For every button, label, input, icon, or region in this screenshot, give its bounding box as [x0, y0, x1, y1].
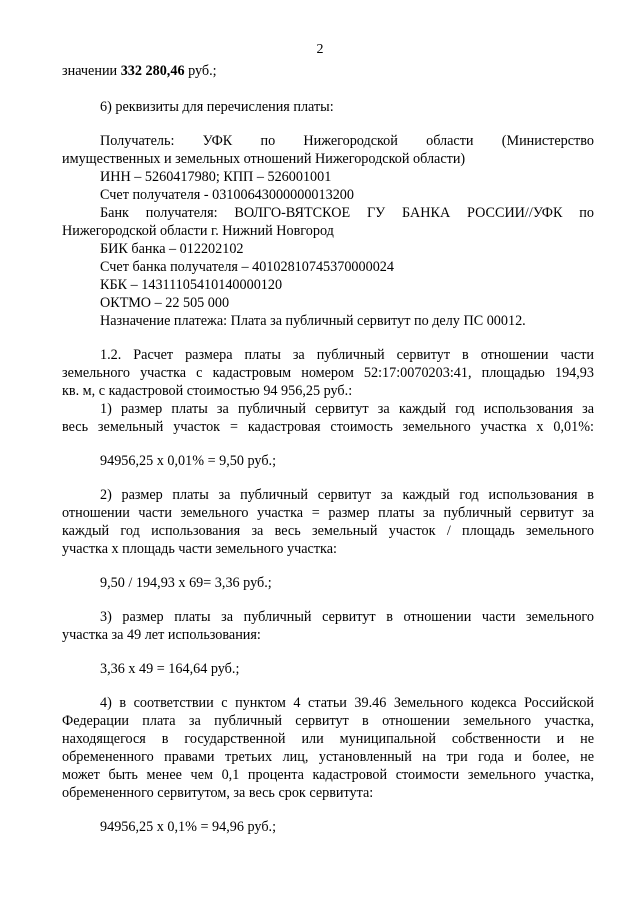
item-4-line: Федерации плата за публичный сервитут в отношении земельного участка,: [62, 713, 594, 729]
requisites-heading: 6) реквизиты для перечисления платы:: [100, 99, 334, 115]
recipient-word: области: [426, 133, 474, 149]
recipient-account: Счет получателя - 03100643000000013200: [100, 187, 354, 203]
amount-value: 332 280,46: [120, 63, 185, 79]
item-3-line: 3) размер платы за публичный сервитут в отношении части земельного: [100, 609, 594, 625]
amount-prefix: значении: [62, 63, 121, 79]
bank-word: БАНКА: [402, 205, 451, 221]
bank-line-1: [100, 204, 594, 222]
bank-account: Счет банка получателя – 40102810745370000024: [100, 259, 394, 275]
bank-word: по: [579, 205, 594, 221]
item-3-line: участка за 49 лет использования:: [62, 627, 261, 643]
section-1-2-line: кв. м, с кадастровой стоимостью 94 956,25 руб.:: [62, 383, 353, 399]
item-1-line: весь земельный участок = кадастровая стоимость земельного участка х 0,01%:: [62, 419, 594, 435]
bank-word: Банк: [100, 205, 129, 221]
recipient-line-1: [100, 132, 594, 150]
recipient-word: (Министерство: [501, 133, 594, 149]
item-2-line: 2) размер платы за публичный сервитут за каждый год использования в: [100, 487, 594, 503]
bank-word: РОССИИ//УФК: [467, 205, 563, 221]
item-4-line: может быть менее чем 0,1 процента кадастровой стоимости земельного участка,: [62, 767, 594, 783]
formula-4: 94956,25 х 0,1% = 94,96 руб.;: [100, 819, 277, 835]
section-1-2-line: 1.2. Расчет размера платы за публичный сервитут в отношении части: [100, 347, 594, 363]
item-4-line: 4) в соответствии с пунктом 4 статьи 39.46 Земельного кодекса Российской: [100, 695, 594, 711]
formula-1: 94956,25 х 0,01% = 9,50 руб.;: [100, 453, 277, 469]
formula-2: 9,50 / 194,93 х 69= 3,36 руб.;: [100, 575, 272, 591]
kbk: КБК – 14311105410140000120: [100, 277, 283, 293]
recipient-line-2: имущественных и земельных отношений Нижегородской области): [62, 151, 466, 167]
recipient-word: по: [260, 133, 276, 149]
formula-3: 3,36 х 49 = 164,64 руб.;: [100, 661, 240, 677]
bik: БИК банка – 012202102: [100, 241, 244, 257]
item-2-line: отношении части земельного участка = размер платы за публичный сервитут за: [62, 505, 594, 521]
section-1-2-line: земельного участка с кадастровым номером 52:17:0070203:41, площадью 194,93: [62, 365, 594, 381]
item-4-line: обремененного сервитутом, за весь срок сервитута:: [62, 785, 374, 801]
item-1-line: 1) размер платы за публичный сервитут за каждый год использования за: [100, 401, 594, 417]
item-4-line: обремененного правами третьих лиц, установленный на три года и более, не: [62, 749, 594, 765]
bank-word: ВОЛГО-ВЯТСКОЕ: [234, 205, 351, 221]
payment-purpose: Назначение платежа: Плата за публичный сервитут по делу ПС 00012.: [100, 313, 526, 329]
bank-word: получателя:: [145, 205, 218, 221]
item-2-line: каждый год использования за весь земельный участок / площадь земельного: [62, 523, 594, 539]
oktmo: ОКТМО – 22 505 000: [100, 295, 230, 311]
recipient-word: Нижегородской: [303, 133, 398, 149]
amount-line: [62, 62, 217, 80]
item-4-line: находящегося в государственной или муниципальной собственности и не: [62, 731, 594, 747]
bank-word: ГУ: [366, 205, 386, 221]
recipient-word: УФК: [202, 133, 233, 149]
item-2-line: участка х площадь части земельного участка:: [62, 541, 337, 557]
recipient-word: Получатель:: [100, 133, 175, 149]
page-number: 2: [316, 42, 324, 57]
bank-line-2: Нижегородской области г. Нижний Новгород: [62, 223, 334, 239]
inn-kpp: ИНН – 5260417980; КПП – 526001001: [100, 169, 332, 185]
amount-suffix: руб.;: [184, 63, 217, 79]
